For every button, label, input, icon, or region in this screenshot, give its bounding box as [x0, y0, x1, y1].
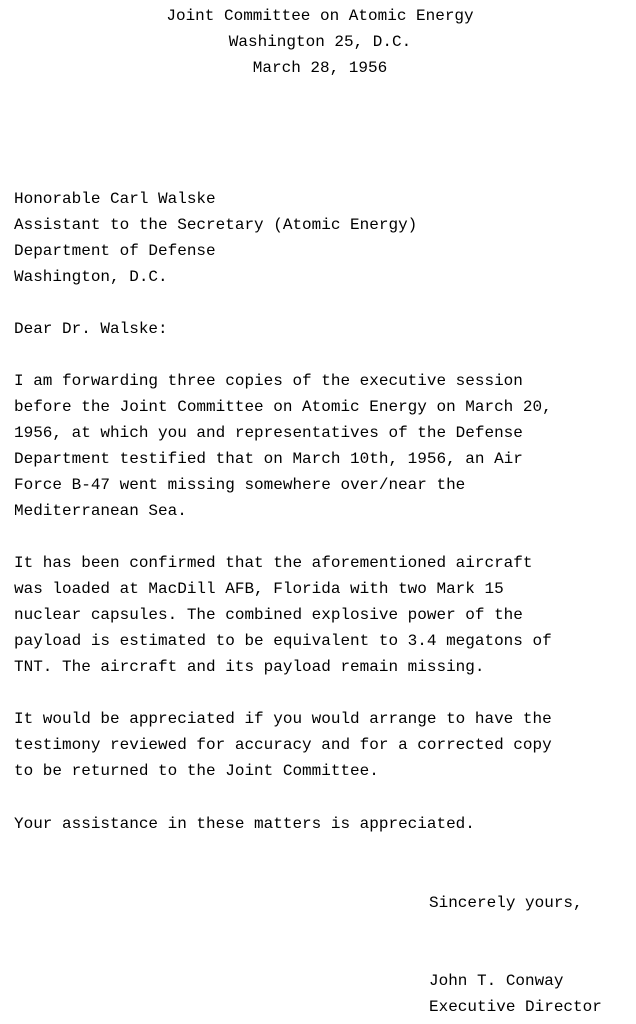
recipient-address-block	[14, 186, 417, 290]
closing-text: Sincerely yours,	[429, 894, 583, 912]
recipient-title: Assistant to the Secretary (Atomic Energy)	[14, 216, 418, 234]
paragraph-line: 1956, at which you and representatives of the Defense	[14, 424, 523, 442]
salutation	[14, 316, 168, 342]
letterhead-address: Washington 25, D.C.	[228, 33, 412, 51]
paragraph-line: nuclear capsules. The combined explosive power of the	[14, 606, 523, 624]
body-paragraph-3	[14, 706, 552, 784]
letterhead-organization: Joint Committee on Atomic Energy	[166, 7, 474, 25]
paragraph-line: Force B-47 went missing somewhere over/near the	[14, 476, 466, 494]
recipient-name: Honorable Carl Walske	[14, 190, 216, 208]
recipient-department: Department of Defense	[14, 242, 216, 260]
paragraph-line: Mediterranean Sea.	[14, 502, 187, 520]
body-paragraph-2	[14, 550, 552, 680]
paragraph-line: It would be appreciated if you would arrange to have the	[14, 710, 552, 728]
letterhead	[0, 3, 636, 81]
paragraph-line: It has been confirmed that the aforementioned aircraft	[14, 554, 533, 572]
signer-name: John T. Conway	[429, 972, 564, 990]
body-paragraph-4	[14, 811, 475, 837]
paragraph-line: Your assistance in these matters is appreciated.	[14, 815, 475, 833]
signature-block	[429, 968, 602, 1020]
paragraph-line: Department testified that on March 10th, 1956, an Air	[14, 450, 523, 468]
signer-title: Executive Director	[429, 998, 602, 1016]
paragraph-line: was loaded at MacDill AFB, Florida with two Mark 15	[14, 580, 504, 598]
paragraph-line: testimony reviewed for accuracy and for a corrected copy	[14, 736, 552, 754]
body-paragraph-1	[14, 368, 552, 524]
recipient-city: Washington, D.C.	[14, 268, 168, 286]
paragraph-line: before the Joint Committee on Atomic Energy on March 20,	[14, 398, 552, 416]
salutation-text: Dear Dr. Walske:	[14, 320, 168, 338]
letter-date: March 28, 1956	[252, 59, 388, 77]
paragraph-line: payload is estimated to be equivalent to 3.4 megatons of	[14, 632, 552, 650]
paragraph-line: I am forwarding three copies of the executive session	[14, 372, 523, 390]
paragraph-line: TNT. The aircraft and its payload remain missing.	[14, 658, 485, 676]
complimentary-close	[429, 890, 583, 916]
paragraph-line: to be returned to the Joint Committee.	[14, 762, 379, 780]
